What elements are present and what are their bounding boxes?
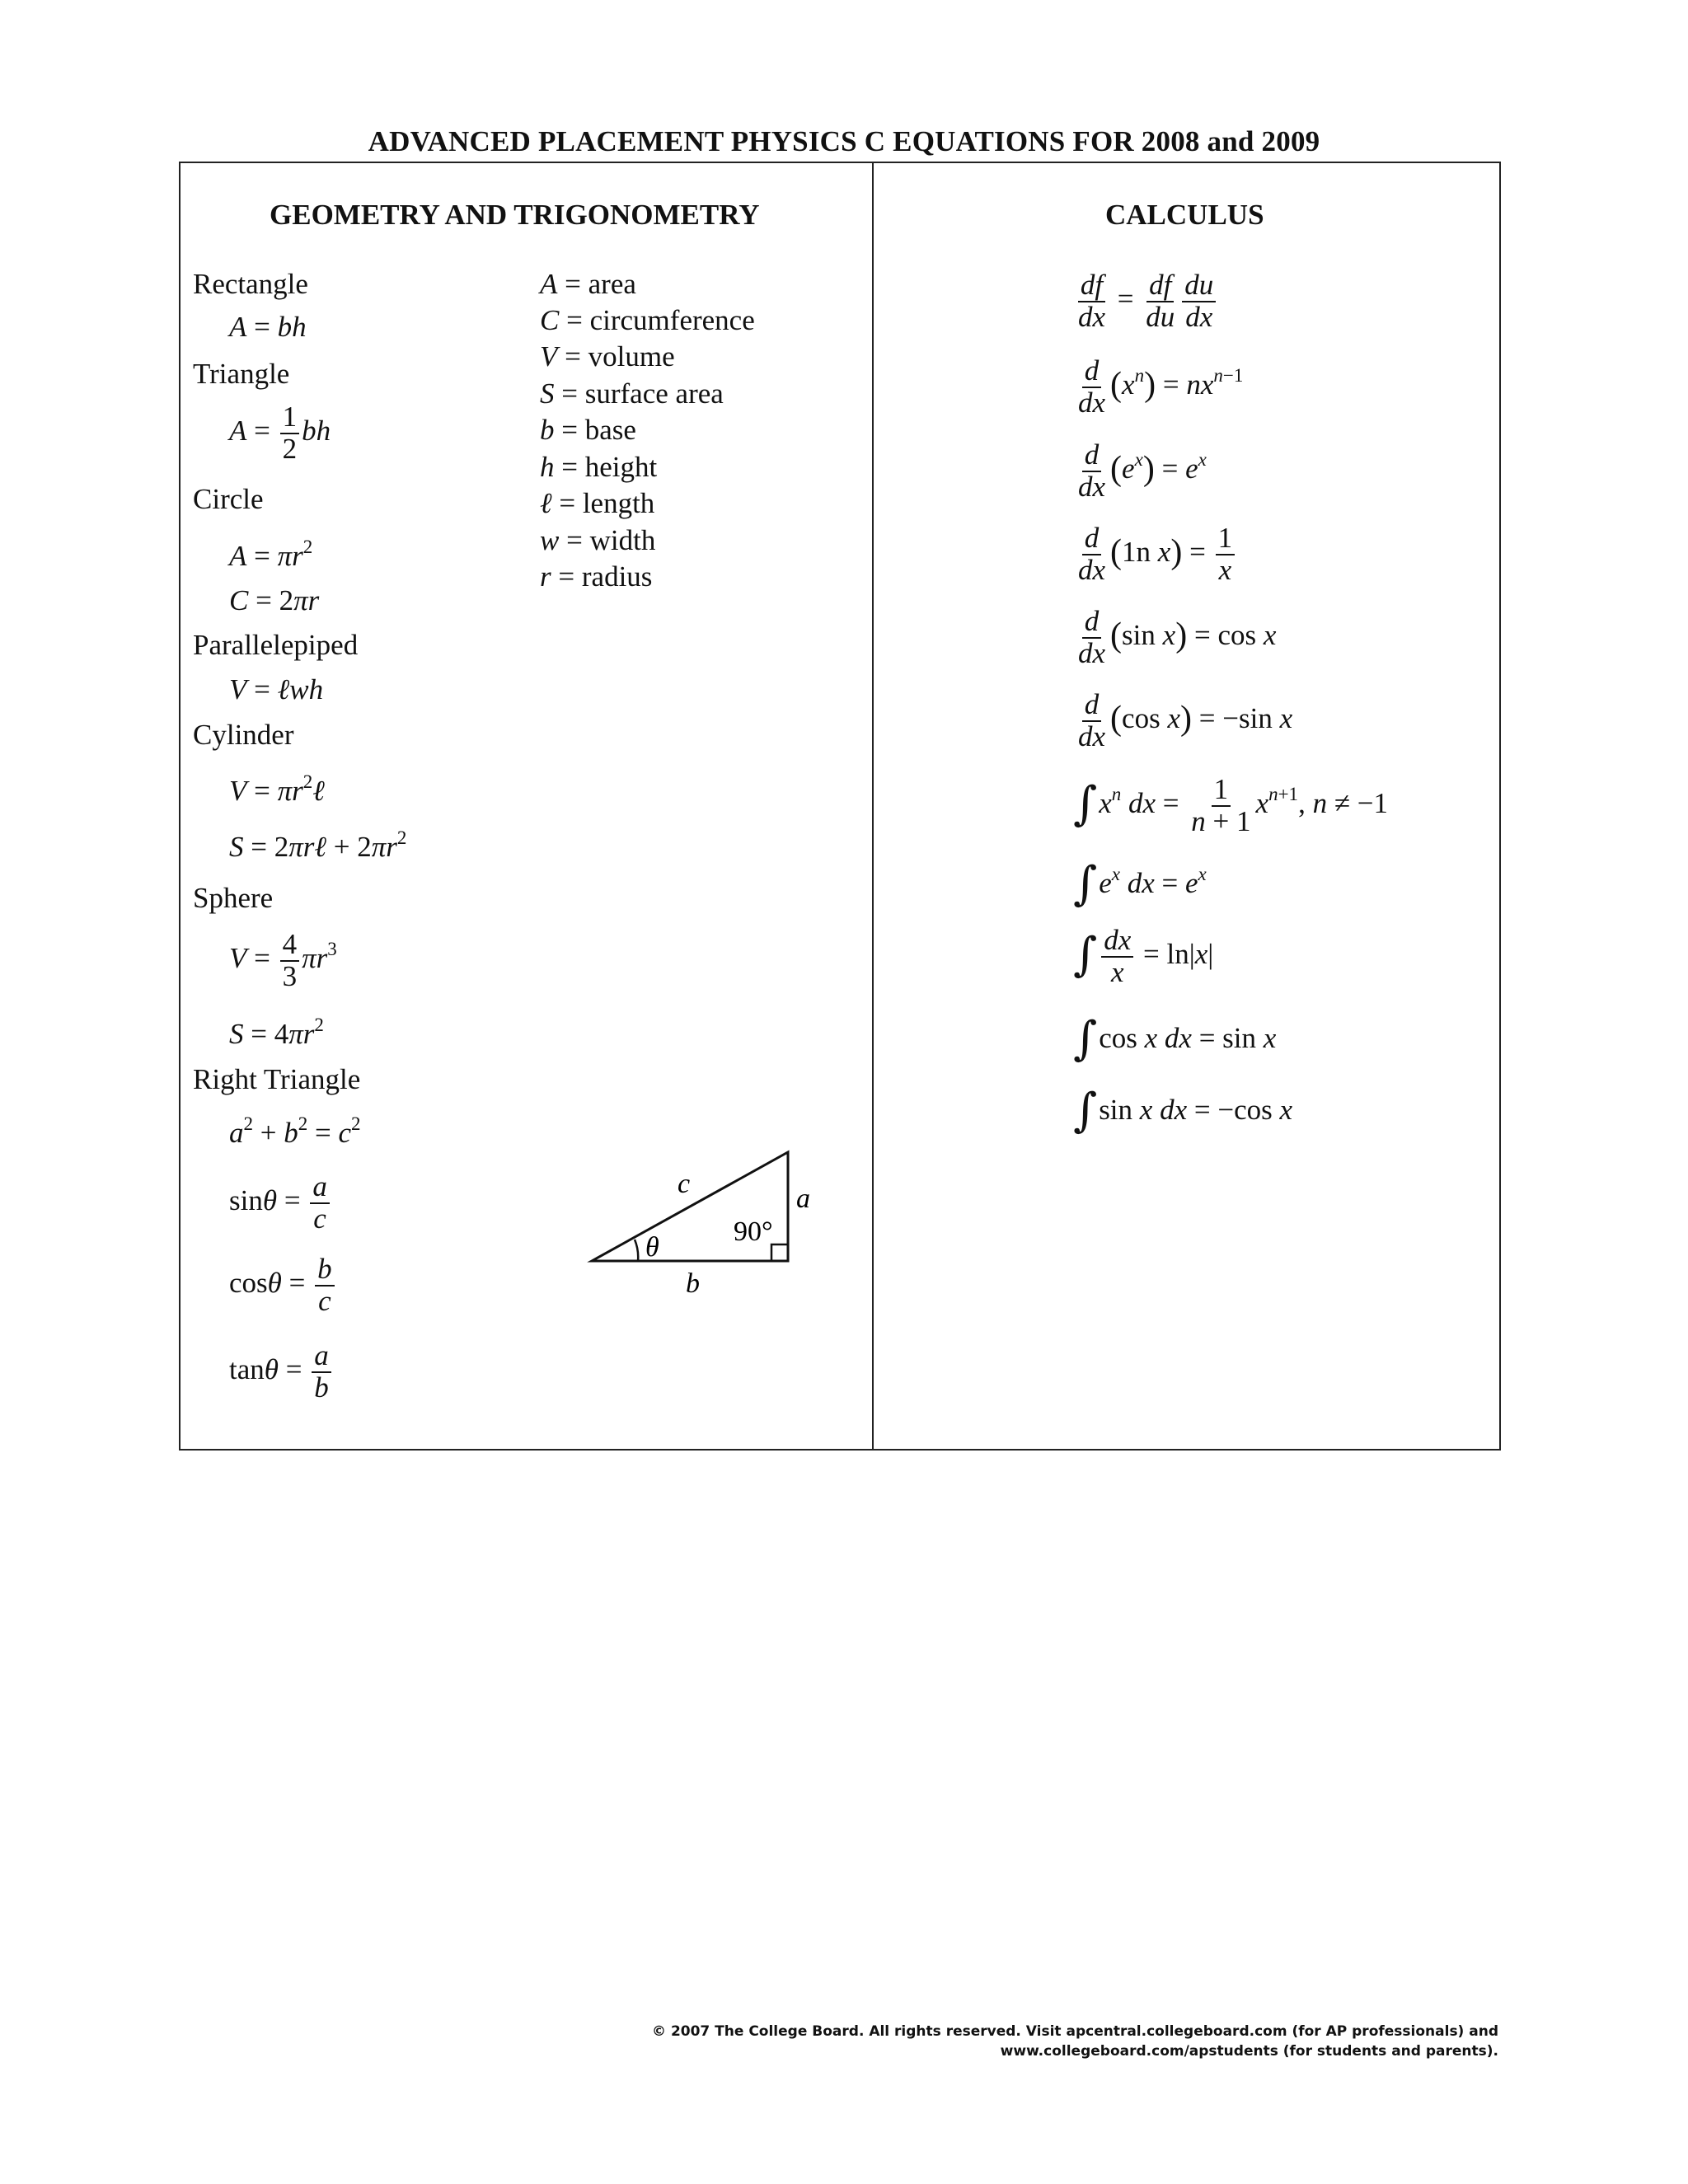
sphere-label: Sphere [193, 882, 274, 914]
pythagorean-eq: $a^2 + b^2 = c^2$ [229, 1113, 361, 1149]
power-rule-eq: $\frac{d}{dx}$ $(x^n) = nx^{n-1}$ [1078, 354, 1244, 419]
cylinder-label: Cylinder [193, 719, 294, 751]
sphere-surface-eq: $S = 4\pi r^2$ [229, 1015, 324, 1050]
triangle-area-eq: A = $\frac{1}{2}$ bh [229, 401, 331, 465]
legend-item: V = volume [540, 340, 675, 373]
sphere-volume-eq: V = $\frac{4}{3}$ $\pi r^3$ [229, 928, 337, 992]
circle-area-eq: $A = \pi r^2$ [229, 537, 313, 572]
sine-eq: sinθ = $\frac{a}{c}$ [229, 1172, 332, 1235]
cosine-eq: cosθ = $\frac{b}{c}$ [229, 1254, 337, 1317]
circle-circumference-eq: C = 2πr [229, 584, 320, 616]
page-title: ADVANCED PLACEMENT PHYSICS C EQUATIONS FOR 2008 and 2009 [368, 125, 1320, 157]
right-angle-label: 90° [734, 1216, 773, 1247]
footer-line: © 2007 The College Board. All rights reserved. Visit apcentral.collegeboard.com (for AP professionals) and [652, 2023, 1498, 2040]
parallelepiped-label: Parallelepiped [193, 629, 359, 661]
ln-derivative-eq: $\frac{d}{dx}$ (1n x) = $\frac{1}{x}$ [1073, 523, 1237, 586]
circle-label: Circle [193, 483, 264, 515]
right-triangle-label: Right Triangle [193, 1063, 361, 1095]
calculus-heading: CALCULUS [1105, 199, 1264, 231]
rectangle-area-eq: A = bh [229, 311, 307, 343]
legend-item: r = radius [540, 560, 653, 593]
exp-integral-eq: $\int e^x$ dx = $e^x$ [1073, 857, 1207, 911]
reciprocal-integral-eq: ∫ $\frac{dx}{x}$ = ln|x| [1073, 924, 1214, 988]
copyright-footer [427, 2022, 1498, 2061]
triangle-label: Triangle [193, 358, 290, 390]
right-angle-mark [771, 1244, 788, 1261]
column-divider [872, 162, 874, 1451]
cos-derivative-eq: $\frac{d}{dx}$ (cos x) = −sin x [1078, 688, 1293, 752]
tangent-eq: tanθ = $\frac{a}{b}$ [229, 1341, 334, 1404]
exp-derivative-eq: $\frac{d}{dx}$ $(e^x) = e^x$ [1078, 438, 1207, 503]
legend-item: ℓ = length [540, 487, 655, 519]
cylinder-volume-eq: $V = \pi r^2\ell$ [229, 771, 325, 807]
hypotenuse-label: c [678, 1169, 691, 1199]
legend-item: C = circumference [540, 304, 755, 336]
opposite-label: a [796, 1183, 810, 1214]
theta-label: θ [645, 1232, 659, 1263]
power-integral-eq: $\int x^n$ dx = $\frac{1}{n + 1}$ $x^{n+1}$, n ≠ −1 [1073, 773, 1389, 837]
adjacent-label: b [686, 1268, 700, 1299]
right-triangle-diagram [577, 1137, 841, 1302]
legend-item: A = area [540, 268, 636, 300]
legend-item: S = surface area [540, 377, 724, 410]
angle-arc [635, 1240, 638, 1261]
sin-integral-eq: ∫sin x dx = −cos x [1073, 1084, 1293, 1137]
chain-rule-eq: $\frac{df}{dx}$ = $\frac{df}{du}$ $\frac{du}{dx}$ [1073, 270, 1218, 333]
sin-derivative-eq: $\frac{d}{dx}$ (sin x) = cos x [1078, 605, 1277, 669]
geometry-heading: GEOMETRY AND TRIGONOMETRY [270, 199, 760, 231]
legend-item: w = width [540, 524, 656, 556]
cylinder-surface-eq: S = 2πrℓ + $2\pi r^2$ [229, 827, 407, 863]
rectangle-label: Rectangle [193, 268, 308, 300]
cos-integral-eq: ∫cos x dx = sin x [1073, 1012, 1277, 1066]
legend-item: b = base [540, 414, 636, 446]
footer-line: www.collegeboard.com/apstudents (for students and parents). [1000, 2043, 1498, 2060]
parallelepiped-volume-eq: V = ℓwh [229, 673, 324, 705]
legend-item: h = height [540, 451, 658, 483]
